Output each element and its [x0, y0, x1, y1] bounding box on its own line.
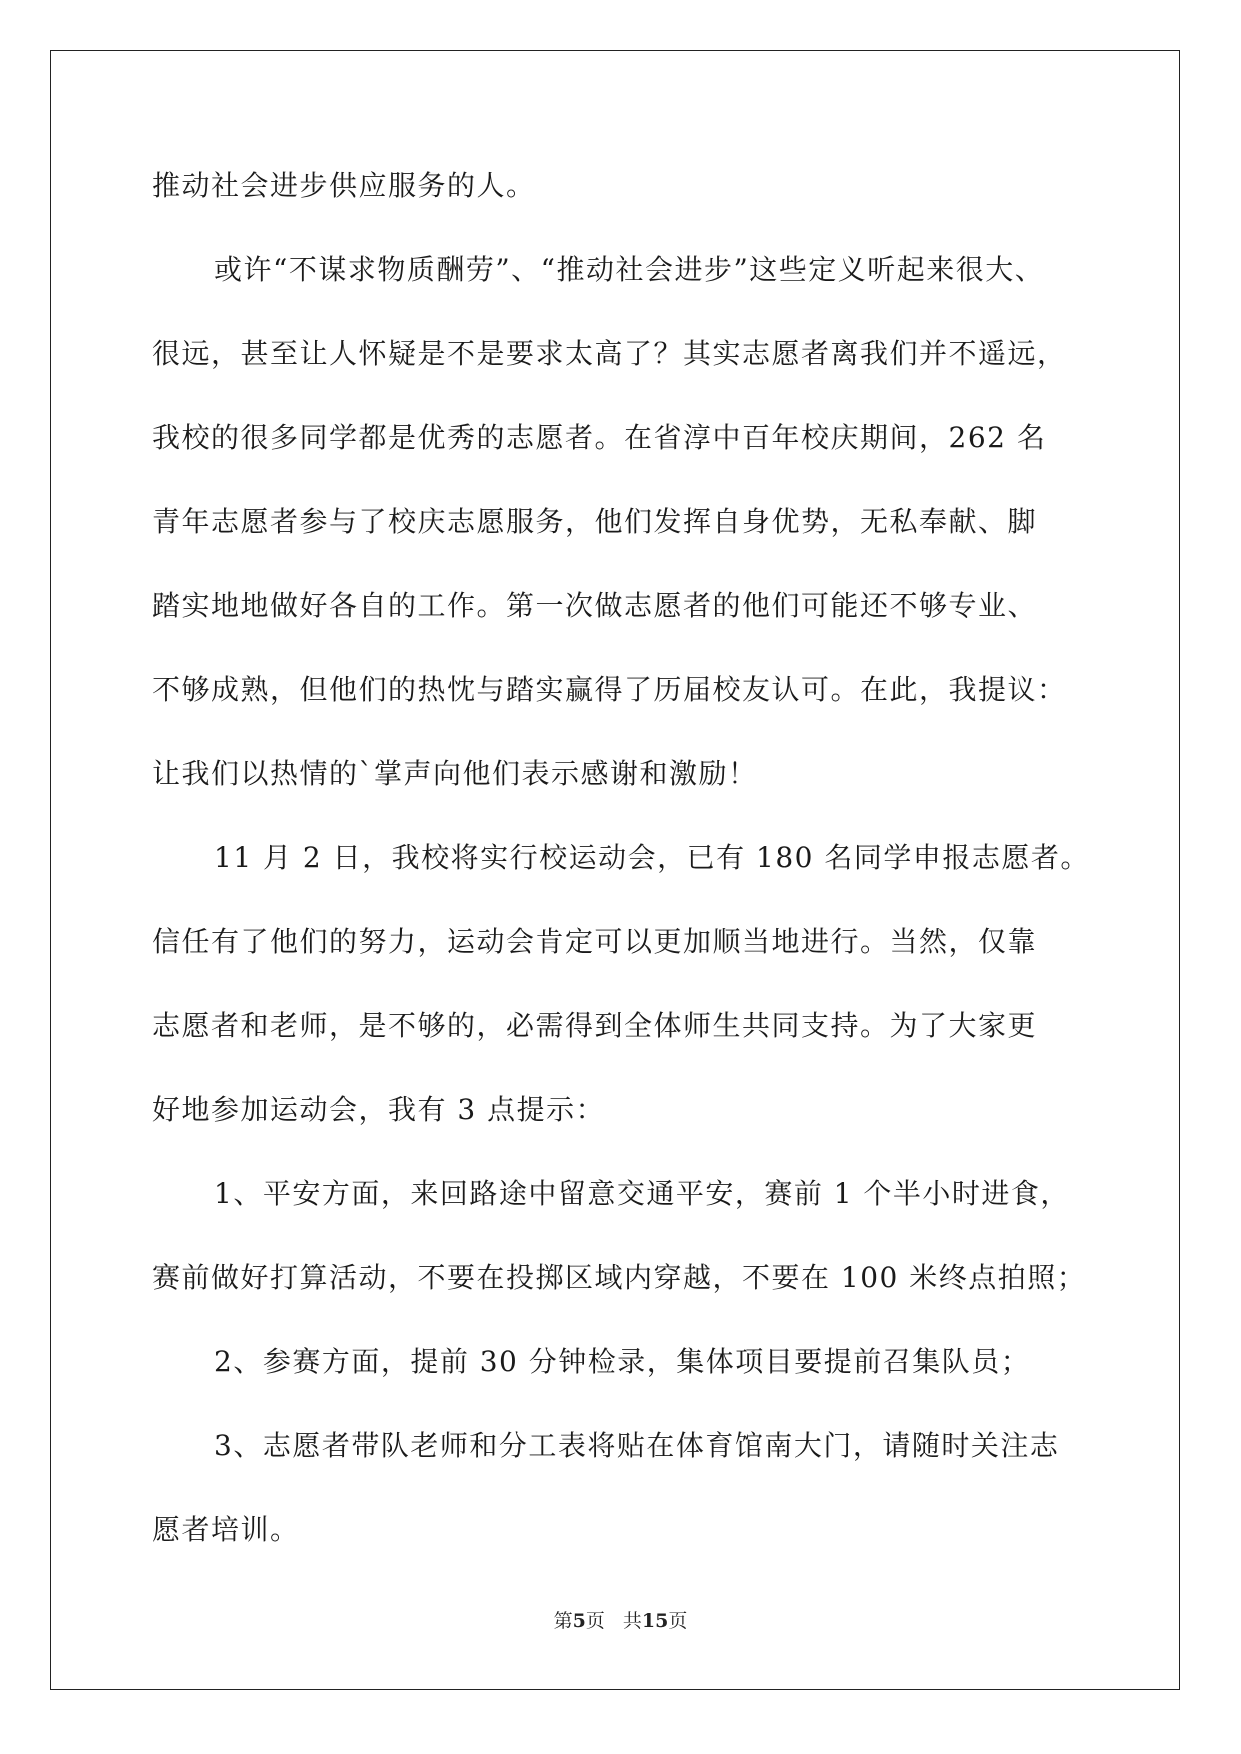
footer-total-suffix: 页 — [668, 1610, 688, 1632]
page-number: 5 — [572, 1610, 586, 1632]
page-footer — [0, 1608, 1241, 1634]
text-line: 很远，甚至让人怀疑是不是要求太高了？其实志愿者离我们并不遥远， — [152, 337, 1067, 370]
footer-page-suffix: 页 — [585, 1610, 605, 1632]
text-line: 好地参加运动会，我有 3 点提示： — [152, 1093, 606, 1126]
footer-total-prefix: 共 — [622, 1610, 642, 1632]
text-line: 不够成熟，但他们的热忱与踏实赢得了历届校友认可。在此，我提议： — [152, 673, 1067, 706]
text-line: 赛前做好打算活动，不要在投掷区域内穿越，不要在 100 米终点拍照； — [152, 1261, 1087, 1294]
text-line: 我校的很多同学都是优秀的志愿者。在省淳中百年校庆期间，262 名 — [152, 421, 1047, 454]
text-line: 青年志愿者参与了校庆志愿服务，他们发挥自身优势，无私奉献、脚 — [152, 505, 1038, 538]
text-line: 志愿者和老师，是不够的，必需得到全体师生共同支持。为了大家更 — [152, 1009, 1038, 1042]
total-pages: 15 — [641, 1610, 669, 1632]
text-line: 2、参赛方面，提前 30 分钟检录，集体项目要提前召集队员； — [214, 1345, 1031, 1378]
text-line: 踏实地地做好各自的工作。第一次做志愿者的他们可能还不够专业、 — [152, 589, 1038, 622]
text-line: 信任有了他们的努力，运动会肯定可以更加顺当地进行。当然，仅靠 — [152, 925, 1038, 958]
text-line: 或许“不谋求物质酬劳”、“推动社会进步”这些定义听起来很大、 — [214, 253, 1045, 286]
text-line: 推动社会进步供应服务的人。 — [152, 169, 536, 202]
footer-prefix: 第 — [553, 1610, 573, 1632]
text-line: 1、平安方面，来回路途中留意交通平安，赛前 1 个半小时进食， — [214, 1177, 1070, 1210]
text-line: 3、志愿者带队老师和分工表将贴在体育馆南大门，请随时关注志 — [214, 1429, 1060, 1462]
text-line: 让我们以热情的`掌声向他们表示感谢和激励！ — [152, 757, 758, 790]
text-line: 愿者培训。 — [152, 1513, 300, 1546]
text-line: 11 月 2 日，我校将实行校运动会，已有 180 名同学申报志愿者。 — [214, 841, 1090, 874]
